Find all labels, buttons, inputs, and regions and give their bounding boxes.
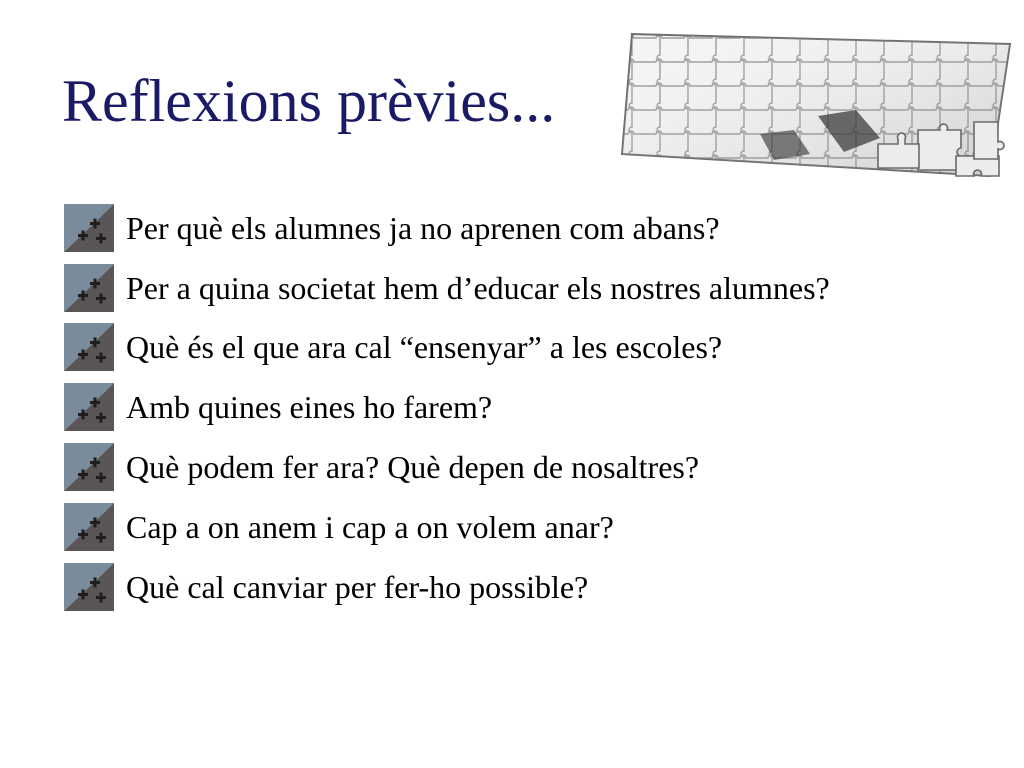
list-item <box>64 443 964 492</box>
puzzle-bullet-icon <box>64 563 114 611</box>
puzzle-bullet-icon <box>64 383 114 431</box>
question-list <box>64 204 964 623</box>
list-item-text: Amb quines eines ho farem? <box>126 389 493 425</box>
puzzle-bullet-icon <box>64 443 114 491</box>
list-item <box>64 204 964 253</box>
list-item-text: Cap a on anem i cap a on volem anar? <box>126 509 614 545</box>
list-item <box>64 264 964 313</box>
list-item <box>64 383 964 432</box>
puzzle-bullet-icon <box>64 264 114 312</box>
jigsaw-puzzle-icon <box>618 26 1018 196</box>
puzzle-bullet-icon <box>64 323 114 371</box>
puzzle-bullet-icon <box>64 204 114 252</box>
list-item <box>64 563 964 612</box>
puzzle-bullet-icon <box>64 503 114 551</box>
list-item-text: Què podem fer ara? Què depen de nosaltres? <box>126 449 700 485</box>
list-item-text: Per què els alumnes ja no aprenen com abans? <box>126 210 720 246</box>
list-item-text: Què cal canviar per fer-ho possible? <box>126 569 589 605</box>
list-item-text: Per a quina societat hem d’educar els nostres alumnes? <box>126 270 830 306</box>
list-item <box>64 503 964 552</box>
list-item <box>64 323 964 372</box>
slide-title: Reflexions prèvies... <box>62 68 556 134</box>
list-item-text: Què és el que ara cal “ensenyar” a les escoles? <box>126 329 723 365</box>
